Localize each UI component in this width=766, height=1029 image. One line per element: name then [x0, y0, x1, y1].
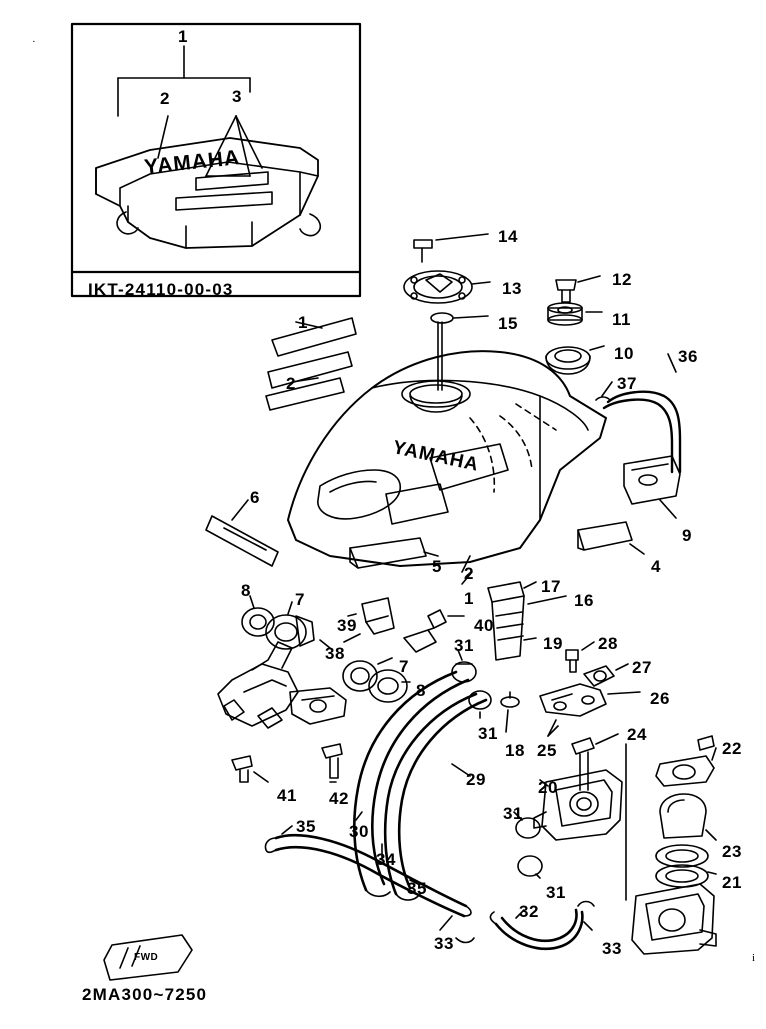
callout-23: 23: [722, 842, 742, 861]
inset-callout-2: 2: [160, 89, 170, 108]
callout-7-b: 7: [399, 657, 409, 676]
callout-7: 7: [295, 590, 305, 609]
callout-18: 18: [505, 741, 525, 760]
callout-33-b: 33: [602, 939, 622, 958]
callout-25: 25: [537, 741, 557, 760]
top-left-dot: ·: [32, 36, 36, 48]
callout-9: 9: [682, 526, 692, 545]
callout-30: 30: [349, 822, 369, 841]
callout-33-a: 33: [434, 934, 454, 953]
inset-callout-1: 1: [178, 27, 188, 46]
callout-11: 11: [612, 310, 631, 329]
callout-41: 41: [277, 786, 297, 805]
callout-14: 14: [498, 227, 518, 246]
callout-8: 8: [241, 581, 251, 600]
callout-36: 36: [678, 347, 698, 366]
callout-37: 37: [617, 374, 637, 393]
callout-32: 32: [519, 902, 539, 921]
callout-5: 5: [432, 557, 442, 576]
inset-brand-text: YAMAHA: [143, 146, 242, 179]
callout-1: 1: [298, 313, 308, 332]
callout-31-c: 31: [503, 804, 523, 823]
callout-24: 24: [627, 725, 647, 744]
inset-part-code: IKT-24110-00-03: [88, 280, 234, 299]
tank-brand-text: YAMAHA: [390, 437, 481, 476]
inset-callout-3: 3: [232, 87, 242, 106]
callout-31-b: 31: [478, 724, 498, 743]
callout-13: 13: [502, 279, 522, 298]
callout-26: 26: [650, 689, 670, 708]
callout-8-b: 8: [416, 681, 426, 700]
fwd-label: FWD: [134, 952, 159, 963]
callout-1-lower: 1: [464, 589, 474, 608]
callout-34: 34: [376, 850, 396, 869]
callout-12: 12: [612, 270, 632, 289]
callout-21: 21: [722, 873, 742, 892]
callout-29: 29: [466, 770, 486, 789]
callout-28: 28: [598, 634, 618, 653]
callout-38: 38: [325, 644, 345, 663]
callout-2: 2: [286, 374, 296, 393]
callout-22: 22: [722, 739, 742, 758]
callout-16: 16: [574, 591, 594, 610]
callout-27: 27: [632, 658, 652, 677]
corner-mark: i: [752, 952, 756, 964]
callout-10: 10: [614, 344, 634, 363]
callout-4: 4: [651, 557, 661, 576]
callout-39: 39: [337, 616, 357, 635]
callout-42: 42: [329, 789, 349, 808]
callout-17: 17: [541, 577, 561, 596]
diagram-part-code: 2MA300~7250: [82, 985, 208, 1004]
callout-31-d: 31: [546, 883, 566, 902]
callout-31-a: 31: [454, 636, 474, 655]
callout-35-a: 35: [296, 817, 316, 836]
callout-40: 40: [474, 616, 494, 635]
callout-19: 19: [543, 634, 563, 653]
callout-20: 20: [538, 778, 558, 797]
callout-15: 15: [498, 314, 518, 333]
callout-6: 6: [250, 488, 260, 507]
callout-2-lower: 2: [464, 564, 474, 583]
callout-35-b: 35: [407, 879, 427, 898]
